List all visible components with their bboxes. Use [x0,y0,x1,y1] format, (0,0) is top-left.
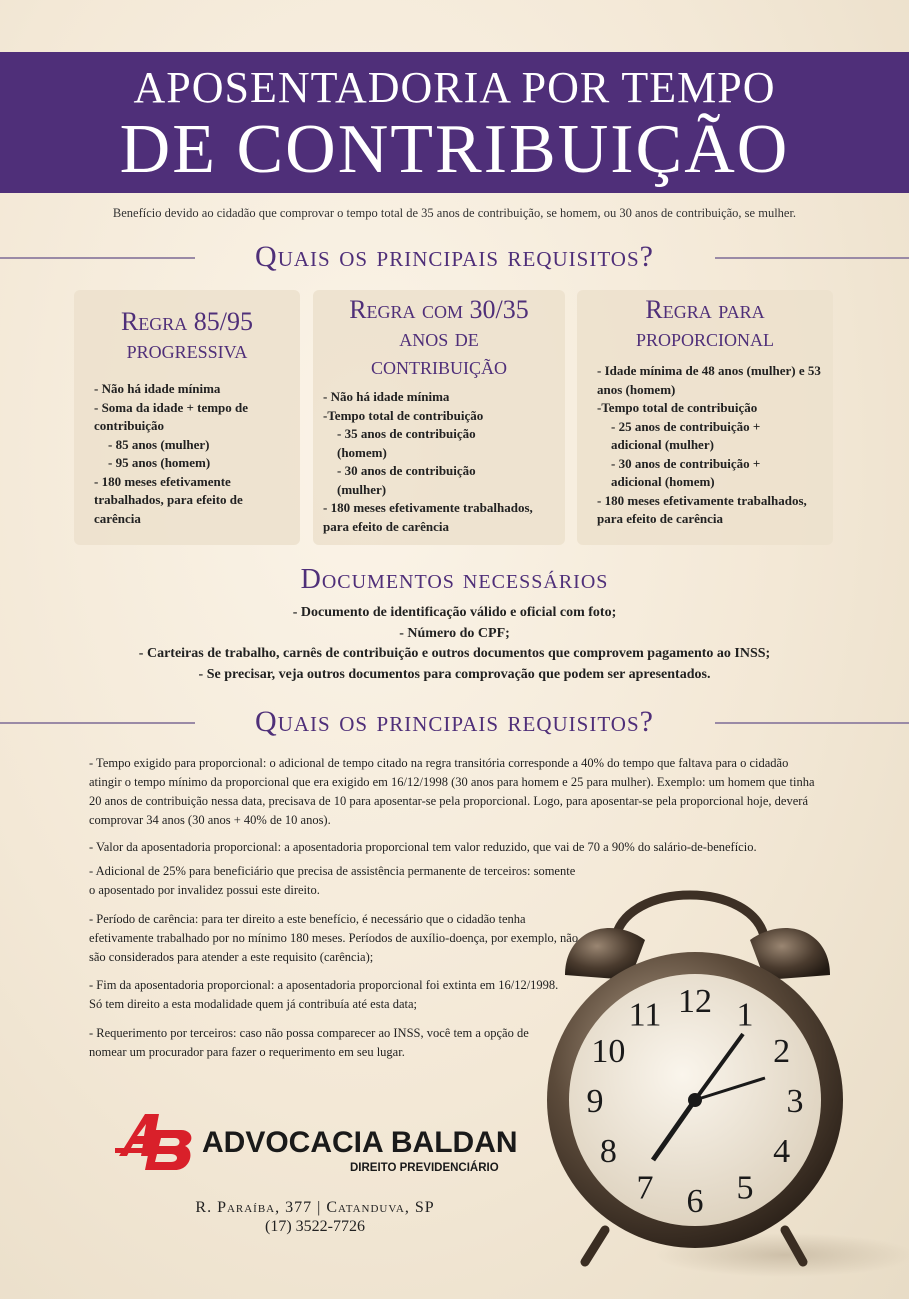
rule-card-title: Regra 85/95 progressiva [120,307,254,364]
list-item: - 30 anos de contribuição (mulher) [337,463,476,497]
clock-numeral: 8 [599,1133,617,1170]
section-heading-text: Quais os principais requisitos? [255,240,654,273]
address: R. Paraíba, 377 | Catanduva, SP [195,1199,435,1216]
list-item: - 85 anos (mulher) [108,436,210,452]
title-banner [0,52,909,193]
note-paragraph: - Requerimento por terceiros: caso não possa comparecer ao INSS, você tem a opção de nomear um procurador para fazer o requerimento em seu lugar. [89,1026,529,1059]
list-item: - 30 anos de contribuição + adicional (homem) [611,455,761,489]
clock-numeral: 11 [628,996,662,1034]
clock-numeral: 7 [636,1169,654,1207]
list-item: - Número do CPF; [399,625,510,641]
section-heading-text: Quais os principais requisitos? [255,705,654,738]
list-item: - Se precisar, veja outros documentos para comprovação que podem ser apresentados. [198,666,711,682]
title-line-1: APOSENTADORIA POR TEMPO [133,63,776,112]
list-item: -Tempo total de contribuição [323,407,484,423]
list-item: - 25 anos de contribuição + adicional (mulher) [611,418,761,452]
note-paragraph: - Fim da aposentadoria proporcional: a aposentadoria proporcional foi extinta em 16/12/1998. Só tem direito a esta modalidade quem já contribuía até esta data; [89,978,559,1011]
clock-left-leg [585,1230,605,1262]
list-item: - Soma da idade + tempo de contribuição [94,399,249,433]
ab-logo-icon [115,1110,195,1182]
firm-logo [115,1110,518,1187]
list-item: - 180 meses efetivamente trabalhados, para efeito de carência [94,473,243,526]
list-item: - Idade mínima de 48 anos (mulher) e 53 anos (homem) [597,363,821,397]
rule-card-list [94,380,290,528]
rule-card-title: Regra para proporcional [635,295,775,352]
list-item: - Não há idade mínima [94,381,221,396]
list-item: - 95 anos (homem) [108,455,211,470]
clock-numeral: 5 [736,1169,754,1207]
note-paragraph: - Período de carência: para ter direito a este benefício, é necessário que o cidadão tenha efetivamente trabalhado por no mínimo 180 meses. Períodos de auxílio-doença, por exemplo, não são considerados para atender a este requisito (carência); [89,912,579,964]
rule-card-proporcional [577,290,833,545]
list-item: - 35 anos de contribuição (homem) [337,426,476,460]
rule-card-85-95 [74,290,300,545]
phone: (17) 3522-7726 [265,1218,365,1235]
list-item: -Tempo total de contribuição [597,400,758,415]
clock-numeral: 3 [786,1083,804,1120]
documents-list [0,603,909,685]
list-item: - 180 meses efetivamente trabalhados, para efeito de carência [597,492,807,526]
list-item: - Documento de identificação válido e oficial com foto; [292,605,617,620]
clock-numeral: 9 [586,1083,604,1120]
clock-handle [615,895,765,940]
alarm-clock-illustration [545,870,909,1280]
list-item: - Não há idade mínima [323,389,450,404]
list-item: - 180 meses efetivamente trabalhados, para efeito de carência [323,500,533,534]
clock-numeral: 6 [686,1183,704,1220]
rule-card-list [323,388,555,536]
firm-name: ADVOCACIA BALDAN [202,1126,518,1159]
rule-card-title: Regra com 30/35 anos de contribuição [349,295,529,380]
list-item: - Carteiras de trabalho, carnês de contribuição e outros documentos que comprovem pagamento ao INSS; [138,646,771,661]
note-paragraph: - Tempo exigido para proporcional: o adicional de tempo citado na regra transitória corresponde a 40% do tempo que faltava para o cidadão atingir o tempo mínimo da proporcional que era exigido em 16/12/1998 (30 anos para homem e 25 para mulher). Exemplo: um homem que tinha 20 anos de contribuição nessa data, precisava de 10 para aposentar-se pela proporcional. Logo, para aposentar-se pela proporcional hoje, deverá comprovar 34 anos (30 anos + 40% de 10 anos). [89,756,815,827]
rule-card-list [597,362,825,529]
clock-numeral: 10 [591,1033,626,1070]
documents-heading: Documentos necessários [300,564,609,595]
clock-numeral: 1 [736,996,754,1034]
clock-center-pin [688,1093,702,1107]
note-paragraph: - Valor da aposentadoria proporcional: a aposentadoria proporcional tem valor reduzido, que vai de 70 a 90% do salário-de-benefício. [89,840,757,854]
section-heading-requirements [0,237,909,277]
section-heading-requirements-2 [0,702,909,742]
clock-numeral: 12 [678,983,712,1020]
note-paragraph: - Adicional de 25% para beneficiário que precisa de assistência permanente de terceiros: somente o aposentado por invalidez possui este direito. [89,864,576,897]
rule-card-30-35 [313,290,565,545]
intro-text: Benefício devido ao cidadão que comprovar o tempo total de 35 anos de contribuição, se homem, ou 30 anos de contribuição, se mulher. [112,206,797,220]
firm-subtitle: DIREITO PREVIDENCIÁRIO [350,1162,499,1174]
title-line-2: DE CONTRIBUIÇÃO [119,111,790,188]
clock-numeral: 2 [773,1033,791,1070]
clock-numeral: 4 [773,1133,791,1170]
